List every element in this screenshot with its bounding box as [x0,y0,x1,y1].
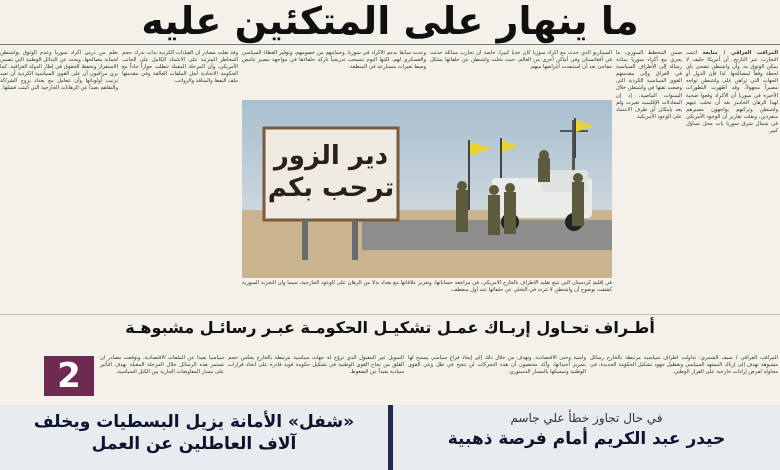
column-text: وقد نقلت مصادر أن القيادات الكردية بدأت تدرك حجم المخاطر المترتبة على الاعتماد الكامل على الجانب الأمريكي، وأن المرحلة المقبلة تتطلب حواراً جاداً مع الحكومة الاتحادية لحل الملفات العالقة وفي مقدمتها ملف النفط والمنافذ والرواتب. [122,50,238,85]
column-text: وعدت سابقاً بدعم الأكراد في سوريا، وحمايتهم من خصومهم، وتوفير الغطاء السياسي والعسكري لهم، لكنها اليوم تنسحب تدريجياً تاركة حلفاءها في مواجهة مصير غامض وسط تغيرات متسارعة في المنطقة. [242,50,426,71]
article-column-left [0,50,118,312]
photo-caption [242,280,612,312]
caption-text: في إقليم كردستان التي تتبع تقليد الأطراف بالخارج الأمريكي، في مراجعة حساباتها، وتعزيز علاقاتها مع بغداد بدلاً من الرهان على الوعود الخارجية، سيما وأن التجربة السورية كشفت بوضوح أن واشنطن لا تتردد في التخلي عن حلفائها عند أول منعطف. [242,280,612,294]
page-number-badge: 2 [44,356,94,396]
headline-banner [0,0,780,44]
article-column-right [686,50,778,312]
column-text: تعلم من درس أكراد سوريا وعدم الوثوق بواشنطن لحماية مصالحها، وبحث عن البدائل الوطنية التي تضمن الاستقرار وتحفظ الحقوق في إطار الدولة العراقية، كما يرى مراقبون أن على القوى السياسية الكردية أن تعيد ترتيب أولوياتها وأن تتعامل مع بغداد بروح الشراكة والتفاهم بعيداً عن الرهانات الخارجية التي أثبتت فشلها. [0,50,118,92]
article-column-left-inner [122,50,238,312]
column-text: ضمن المخطط السوري، ما يجري مع أكراد سوريا بمثابة رسالة إلى الأطراف السياسية في العراق وإلى مقدمتهم القوى السياسية الكردية التي وضعت ثقتها في واشنطن خلال السنوات الماضية، إذ إن المعادلات الإقليمية تغيرت ولم يعد بإمكان أي طرف الاعتماد على الوعود الأمريكية. [616,50,682,120]
main-headline: ما ينهار على المتكئين عليه [141,0,639,43]
sub-column-3 [228,355,404,399]
story-title: حيدر عبد الكريم أمام فرصة ذهبية [447,429,726,449]
sign-line-2: ترحب بكم [267,173,395,203]
section-rule [0,314,780,315]
story-kicker: في حال تجاوز خطأ علي جاسم [510,411,663,425]
second-headline: أطـراف تحـاول إربـاك عمـل تشكيـل الحكومـة عبـر رسائـل مشبوهـة [125,318,655,337]
box-divider [388,405,393,470]
sub-column-1 [590,355,778,399]
sign-line-1: دير الزور [273,141,389,171]
local-story-box [0,405,388,470]
sign-text [264,140,398,204]
sub-column-4 [100,355,224,399]
article-column-left-mid [242,50,426,98]
story-title: «شفل» الأمانة يزيل البسطيات ويخلف آلاف العاطلين عن العمل [33,412,355,454]
article-column-mid [430,50,612,98]
column-text: السيناريو الذي حدث مع أكراد سوريا كان جدياً كبيراً، خاصة أن تجارب مماثلة حدثت في أفغانستان وفي أماكن أخرى من العالم، حيث تخلت واشنطن عن حلفائها بشكل مفاجئ بعد أن استنفدت أغراضها منهم. [430,50,612,71]
sports-story-box [393,405,780,470]
news-photo [242,100,612,278]
byline: المراقب العراقي / متابعة [702,50,778,56]
column-text: المراقب العراقي / سيف الشمري: تداولت أطراف سياسية مرتبطة بالخارج رسائل مشبوهة تهدف إلى إرباك المشهد السياسي وتعطيل جهود تشكيل الحكومة الجديدة، في محاولة لفرض إرادات خارجية على القرار الوطني. [590,355,778,376]
column-text: وأمنية وحتى الاقتصادية، وتهدف من خلال ذلك إلى إيجاد فراغ سياسي يسمح لها بتمرير أجنداتها، وأكد مختصون أن هذه التحركات لن تنجح في ظل وعي القوى الوطنية وتمسكها بالمسار الدستوري. [408,355,586,376]
column-text: سياسياً بعيداً عن الملفات الاقتصادية، وتوقعت مصادر أن تستمر هذه الرسائل خلال المرحلة المقبلة بهدف التأثير على مسار المفاوضات الجارية بين الكتل السياسية. [100,355,224,376]
column-text: التمويل غير المقبول الذي تروّج له جهات سياسية مرتبطة بالخارج يعكس حجم القلق من نجاح القوى الوطنية في تشكيل حكومة قوية قادرة على اتخاذ قرارات سيادية بعيداً عن الضغوط. [228,355,404,376]
column-text: أثبتت التجارب عبر التاريخ، أن أمريكا حليف لا يمكن الوثوق به، وأن واشنطن تضحي بأي لحظة وفقاً لمصالحها. لذا فإن الدول أو الجهات التي تراهن على واشنطن تواجه مصيراً مجهولاً، وقد أظهرت التطورات الأخيرة في سوريا أن الأكراد وقعوا ضحية لهذا الرهان الخاسر بعد أن تخلت عنهم واشنطن وتركتهم يواجهون مصيرهم منفردين، ونقلت تقارير أن الوجود الأمريكي في شمال شرق سوريا بات محل تساؤل كبير. [686,50,778,135]
sub-column-2 [408,355,586,399]
article-column-mid-right [616,50,682,312]
headline-rule [0,44,780,45]
